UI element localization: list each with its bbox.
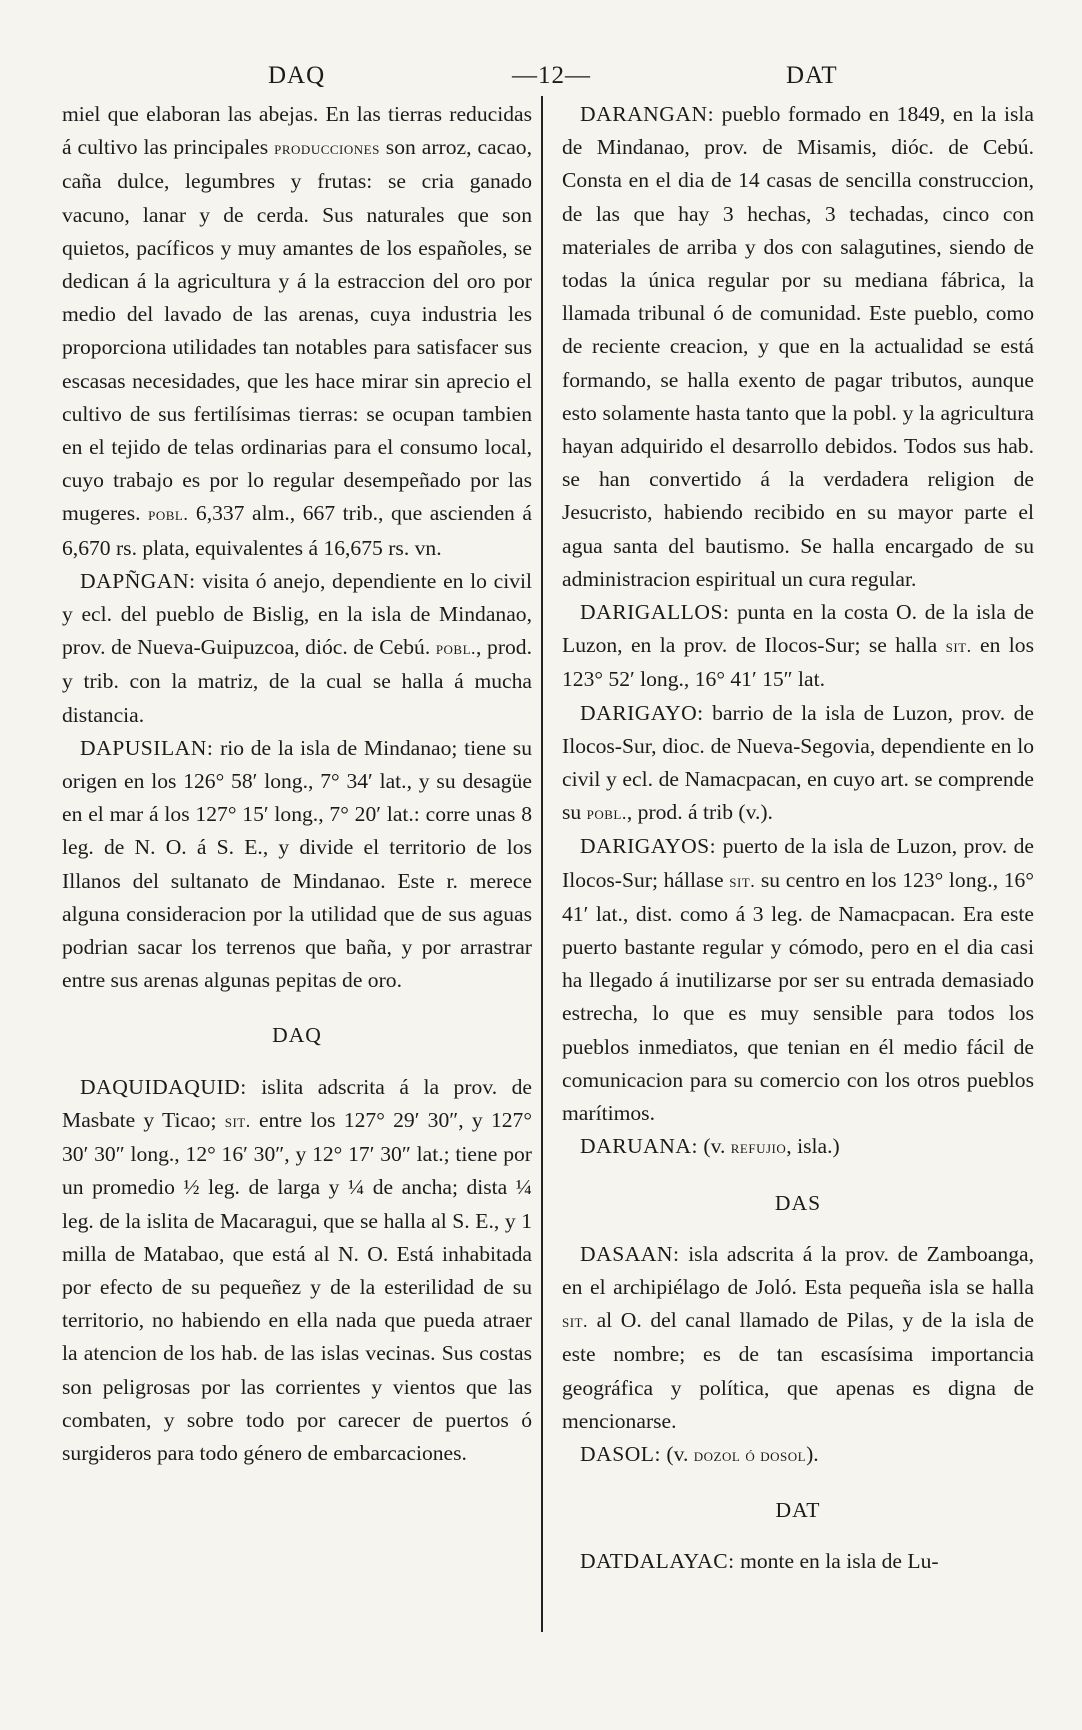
small-caps-term: dozol ó dosol [693,1444,807,1465]
header-left-keyword: DAQ [268,62,326,89]
entry-daruana: DARUANA: (v. refujio, isla.) [580,1134,840,1159]
small-caps-term: pobl. [586,803,627,824]
small-caps-term: producciones [274,138,380,159]
small-caps-term: sit. [729,870,756,891]
page-number: —12— [512,62,591,89]
entry-headword: DARUANA: [580,1134,698,1159]
section-heading-das: DAS [774,1190,822,1215]
entry-headword: DARIGAYO: [580,700,704,725]
entry-dapngan: DAPÑGAN: visita ó anejo, dependiente en lo civil y ecl. del pueblo de Bislig, en la isla de Mindanao, prov. de Nueva-Guipuzcoa, dióc. de Cebú. pobl., prod. y trib. con la matriz, de la cual se halla á mucha distancia. [62,568,532,727]
entry-headword: DARIGAYOS: [580,834,717,859]
entry-headword: DAQUIDAQUID: [80,1074,247,1099]
entry-dasaan: DASAAN: isla adscrita á la prov. de Zamboanga, en el archipiélago de Joló. Esta pequeña isla se halla sit. al O. del canal llamado de Pilas, y de la isla de este nombre; es de tan escasísima importancia geográfica y política, que apenas es digna de mencionarse. [562,1241,1034,1433]
entry-darigallos: DARIGALLOS: punta en la costa O. de la isla de Luzon, en la prov. de Ilocos-Sur; se halla sit. en los 123° 52′ long., 16° 41′ 15″ lat. [562,600,1034,692]
entry-headword: DASAAN: [580,1241,680,1266]
small-caps-term: pobl. [435,638,477,659]
entry-darangan: DARANGAN: pueblo formado en 1849, en la isla de Mindanao, prov. de Misamis, dióc. de Cebú. Consta en el dia de 14 casas de sencilla construccion, de las que hay 3 hechas, 3 techadas, cinco con materiales de arriba y dos con salagutines, siendo de todas la única regular por su mediana fábrica, la llamada tribunal ó de comunidad. Este pueblo, como de reciente creacion, y que en la actualidad se está formando, se halla exento de pagar tributos, aunque esto solamente hasta tanto que la pobl. y la agricultura hayan adquirido el desarrollo debidos. Todos sus hab. se han convertido á la verdadera religion de Jesucristo, habiendo recibido en su mayor parte el agua santa del bautismo. Se halla encargado de su administracion espiritual un cura regular. [562,102,1035,591]
continued-entry: miel que elaboran las abejas. En las tierras reducidas á cultivo las principales producciones son arroz, cacao, caña dulce, legumbres y frutas: se cria ganado vacuno, lanar y de cerda. Sus naturales que son quietos, pacíficos y muy amantes de los españoles, se dedican á la agricultura y á la estraccion del oro por medio del lavado de las arenas, cuya industria les proporciona utilidades tan notables para satisfacer sus escasas necesidades, que les hace mirar sin aprecio el cultivo de sus fertilísimas tierras: se ocupan tambien en el tejido de telas ordinarias para el consumo local, cuyo trabajo es por lo regular desempeñado por las mugeres. pobl. 6,337 alm., 667 trib., que ascienden á 6,670 rs. plata, equivalentes á 16,675 rs. vn. [62,102,532,560]
left-column [62,98,532,1470]
running-header [0,62,1082,98]
small-caps-term: sit. [562,1311,588,1332]
entry-headword: DARIGALLOS: [580,600,730,625]
entry-datdalayac: DATDALAYAC: monte en la isla de Lu- [580,1549,939,1574]
header-right-keyword: DAT [786,62,838,89]
entry-darigayos: DARIGAYOS: puerto de la isla de Luzon, prov. de Ilocos-Sur; hállase sit. su centro en los 123° long., 16° 41′ lat., dist. como á 3 leg. de Namacpacan. Era este puerto bastante regular y cómodo, pero en el dia casi ha llegado á inutilizarse por ser su entrada demasiado estrecha, lo que es muy sensible para todos los pueblos inmediatos, que tenian en él medio fácil de comunicacion para su comercio con los otros pueblos marítimos. [562,834,1035,1126]
column-divider [541,96,543,1632]
section-heading-daq: DAQ [272,1023,322,1048]
small-caps-term: sit. [945,636,972,657]
entry-daquidaquid: DAQUIDAQUID: islita adscrita á la prov. de Masbate y Ticao; sit. entre los 127° 29′ 30″, y 127° 30′ 30″ long., 12° 16′ 30″, y 12° 17′ 30″ lat.; tiene por un promedio ½ leg. de larga y ¼ de ancha; dista ¼ leg. de la islita de Macaragui, que se halla al S. E., y 1 milla de Matabao, que está al N. O. Está inhabitada por efecto de su pequeñez y de la esterilidad de su territorio, no habiendo en ella nada que pueda atraer la atencion de los hab. de las islas vecinas. Sus costas son peligrosas por las corrientes y vientos que las combaten, y sobre todo por carecer de puertos ó surgideros para todo género de embarcaciones. [62,1074,532,1465]
entry-headword: DAPUSILAN: [80,735,214,760]
entry-darigayo: DARIGAYO: barrio de la isla de Luzon, prov. de Ilocos-Sur, dioc. de Nueva-Segovia, dependiente en lo civil y ecl. de Namacpacan, en cuyo art. se comprende su pobl., prod. á trib (v.). [562,700,1034,825]
small-caps-term: pobl. [148,504,189,525]
entry-dasol: DASOL: (v. dozol ó dosol). [580,1441,819,1466]
section-heading-dat: DAT [775,1498,821,1523]
right-column [562,98,1034,1579]
entry-dapusilan: DAPUSILAN: rio de la isla de Mindanao; tiene su origen en los 126° 58′ long., 7° 34′ lat., y su desagüe en el mar á los 127° 15′ long., 7° 20′ lat.: corre unas 8 leg. de N. O. á S. E., y divide el territorio de los Illanos del sultanato de Mindanao. Este r. merece alguna consideracion por la utilidad que de sus aguas podrian sacar los terrenos que baña, y por arrastrar entre sus arenas algunas pepitas de oro. [62,735,532,993]
entry-headword: DATDALAYAC: [580,1549,735,1574]
entry-headword: DAPÑGAN: [80,568,196,593]
small-caps-term: refujio [730,1137,787,1158]
entry-headword: DASOL: [580,1441,661,1466]
small-caps-term: sit. [224,1110,251,1131]
entry-headword: DARANGAN: [580,102,715,126]
